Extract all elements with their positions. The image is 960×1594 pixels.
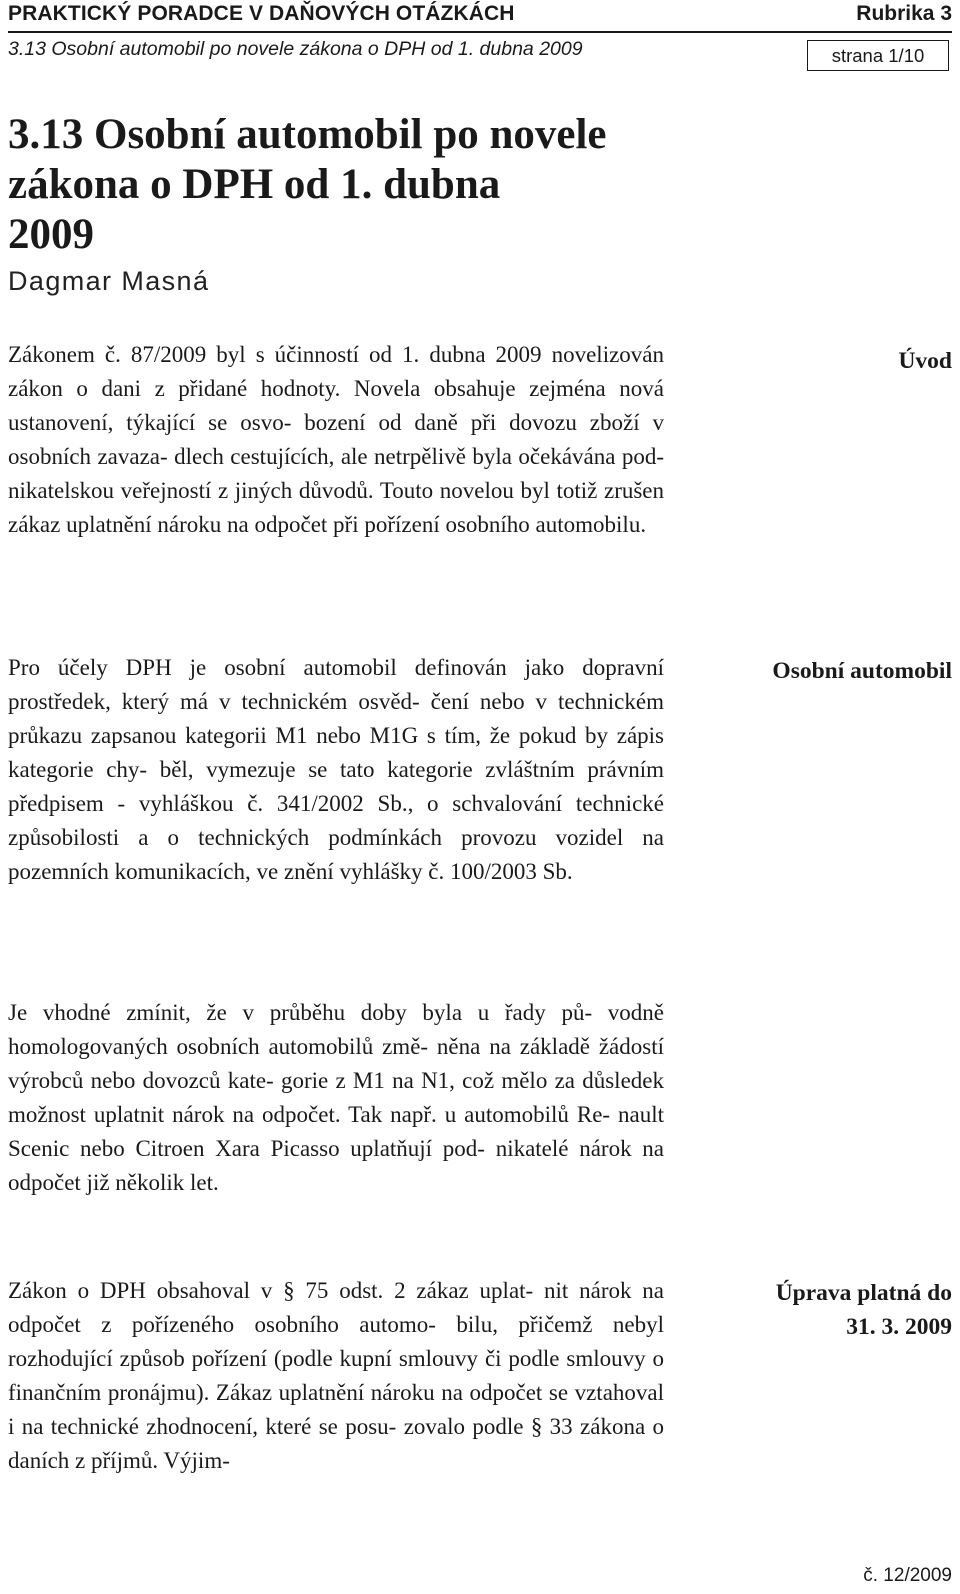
text-line: pořízení osobního automobilu. (364, 512, 647, 537)
text-line: technické způsobilosti a o technických podmínkách (8, 791, 664, 850)
text-line: zovalo podle § 33 zákona o daních z příjmů. Výjim- (8, 1414, 665, 1473)
text-line: bilu, přičemž nebyl rozhodující způsob pořízení (8, 1312, 665, 1371)
author-name: Dagmar Masná (8, 266, 210, 296)
text-line: novelizován zákon o dani z přidané hodnoty. Novela (8, 342, 664, 401)
chapter-subtitle: 3.13 Osobní automobil po novele zákona o DPH od 1. dubna 2009 (8, 38, 583, 60)
text-line: dopravní prostředek, který má v technickém osvěd- (8, 655, 665, 714)
text-line: bození od daně při dovozu zboží v osobních zavaza- (8, 410, 664, 469)
text-line: znění vyhlášky č. 100/2003 Sb. (283, 859, 573, 884)
text-line: předpisem - vyhláškou č. 341/2002 Sb., o schvalování (8, 791, 563, 816)
text-line: obsahuje zejména nová ustanovení, týkající se osvo- (8, 376, 664, 435)
text-line: nikatelskou veřejností z jiných důvodů. Touto novelou (8, 478, 514, 503)
page-number-box: strana 1/10 (807, 40, 949, 71)
margin-heading-osobni-automobil: Osobní automobil (772, 658, 952, 684)
text-line: byl totiž zrušen zákaz uplatnění nároku na odpočet při (8, 478, 665, 537)
rubric-label: Rubrika 3 (856, 2, 952, 25)
text-line: vodně homologovaných osobních automobilů změ- (8, 1000, 665, 1059)
article-title-line: 3.13 Osobní automobil po novele (8, 111, 607, 158)
text-line: něna na základě žádostí výrobců nebo dovozců kate- (8, 1034, 664, 1093)
text-line: Pro účely DPH je osobní automobil definován jako (8, 655, 565, 680)
text-line: Zákonem č. 87/2009 byl s účinností od 1. dubna 2009 (8, 342, 542, 367)
text-line: uplatnit nárok na odpočet. Tak např. u automobilů Re- (93, 1102, 611, 1127)
margin-heading-line: 31. 3. 2009 (846, 1314, 952, 1340)
text-line: gorie z M1 na N1, což mělo za důsledek možnost (8, 1068, 664, 1127)
paragraph-previous-rule (8, 1274, 664, 1478)
text-line: čení nebo v technickém průkazu zapsanou kategorii (8, 689, 664, 748)
text-line: provozu vozidel na pozemních komunikacích, ve (8, 825, 664, 884)
text-line: dlech cestujících, ale netrpělivě byla očekávána pod- (174, 444, 665, 469)
running-header (8, 0, 952, 30)
text-line: vztahoval i na technické zhodnocení, které se posu- (8, 1380, 664, 1439)
text-line: běl, vymezuje se tato kategorie zvláštním právním (159, 757, 665, 782)
paragraph-homologation (8, 996, 664, 1200)
paragraph-definition (8, 651, 664, 889)
text-line: pronájmu). Zákaz uplatnění nároku na odpočet se (107, 1380, 569, 1405)
text-line: (podle kupní smlouvy či podle smlouvy o finančním (8, 1346, 665, 1405)
text-line: nit nárok na odpočet z pořízeného osobního automo- (8, 1278, 664, 1337)
article-title-line: 2009 (8, 211, 94, 258)
text-line: nault Scenic nebo Citroen Xara Picasso uplatňují pod- (8, 1102, 665, 1161)
paragraph-intro (8, 338, 664, 542)
text-line: Je vhodné zmínit, že v průběhu doby byla u řady pů- (8, 1000, 593, 1025)
margin-heading-uvod: Úvod (898, 348, 952, 374)
article-title-line: zákona o DPH od 1. dubna (8, 161, 501, 208)
text-line: nikatelé nárok na odpočet již několik let. (8, 1136, 665, 1195)
article-title (8, 110, 688, 260)
text-line: Zákon o DPH obsahoval v § 75 odst. 2 zákaz uplat- (8, 1278, 534, 1303)
margin-heading-uprava (690, 1276, 952, 1344)
publication-title: PRAKTICKÝ PORADCE V DAŇOVÝCH OTÁZKÁCH (8, 2, 515, 25)
text-line: M1 nebo M1G s tím, že pokud by zápis kategorie chy- (8, 723, 665, 782)
header-divider (8, 31, 952, 33)
margin-heading-line: Úprava platná do (775, 1280, 952, 1306)
issue-number: č. 12/2009 (863, 1565, 952, 1586)
